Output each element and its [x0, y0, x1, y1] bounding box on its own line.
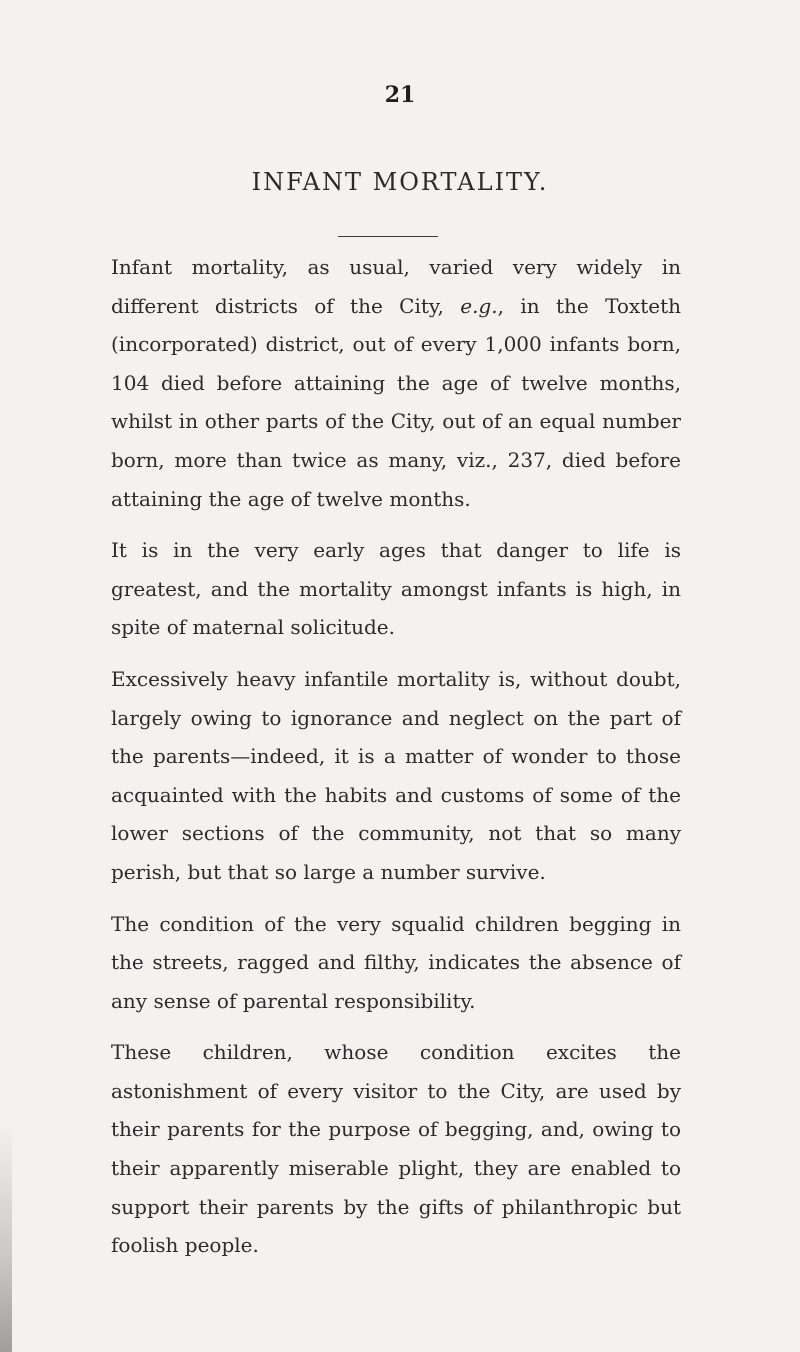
paragraph-3: Excessively heavy infantile mortality is, without doubt, largely owing to ignorance and neglect on the part of the parents—indeed, it is a matter of wonder to those acquainted with the habits and customs of some of the lower sections of the community, not that so many perish, but that so large a number survive.	[111, 666, 681, 884]
body-text	[111, 248, 681, 1265]
page-number: 21	[384, 82, 416, 108]
title-divider	[338, 236, 438, 237]
paragraph-1	[111, 248, 681, 518]
paragraph-5: These children, whose condition excites the astonishment of every visitor to the City, are used by their parents for the purpose of begging, and, owing to their apparently miserable plight, they are enabled to support their parents by the gifts of philanthropic but foolish people.	[111, 1040, 681, 1258]
paragraph-1-part-1: Infant mortality, as usual, varied very widely in different districts of the City,	[111, 255, 681, 318]
paragraph-1-part-2: , in the Toxteth (incorporated) district, out of every 1,000 infants born, 104 died before attaining the age of twelve months, whilst in other parts of the City, out of an equal number born, more than twice as many, viz., 237, died before attaining the age of twelve months.	[111, 293, 681, 511]
page-edge-shadow	[0, 1122, 12, 1352]
paragraph-1-italic: e.g.	[460, 293, 498, 318]
page-title: INFANT MORTALITY.	[251, 168, 549, 196]
paragraph-4: The condition of the very squalid children begging in the streets, ragged and filthy, indicates the absence of any sense of parental responsibility.	[111, 911, 681, 1013]
paragraph-2: It is in the very early ages that danger to life is greatest, and the mortality amongst infants is high, in spite of maternal solicitude.	[111, 538, 681, 640]
